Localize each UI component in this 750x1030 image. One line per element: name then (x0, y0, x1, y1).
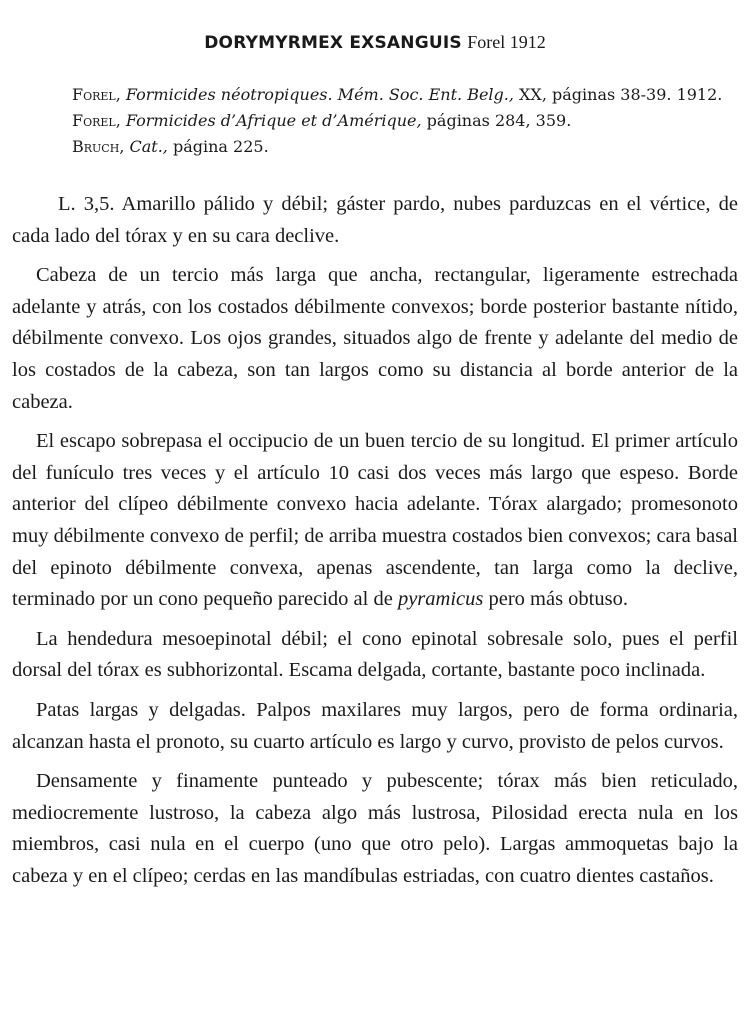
description-body (12, 189, 738, 892)
paragraph-thorax-tail: pero más obtuso. (483, 588, 628, 611)
taxon-name: DORYMYRMEX EXSANGUIS (204, 33, 462, 53)
reference-author: Forel, (72, 85, 121, 104)
reference-detail: página 225. (167, 137, 269, 156)
reference-detail: páginas 284, 359. (421, 111, 572, 130)
reference-list (72, 82, 738, 160)
paragraph-thorax (12, 426, 738, 616)
paragraph-head: Cabeza de un tercio más larga que ancha, rectangular, ligeramente estrechada adelante y atrás, con los costados débilmente convexos; borde posterior bastante nítido, débilmente convexo. Los ojos grandes, situados algo de frente y adelante del medio de los costados de la cabeza, son tan largos como su distancia al borde anterior de la cabeza. (12, 264, 738, 413)
reference-title: Cat., (129, 137, 168, 156)
paragraph-epinotum: La hendedura mesoepinotal débil; el cono epinotal sobresale solo, pues el perfil dorsal del tórax es subhorizontal. Escama delgada, cortante, bastante poco inclinada. (12, 627, 738, 682)
reference-detail: XX, páginas 38-39. 1912. (513, 85, 723, 104)
paragraph-measurement: L. 3,5. Amarillo pálido y débil; gáster pardo, nubes parduzcas en el vértice, de cada lado del tórax y en su cara declive. (12, 193, 738, 247)
reference-title: Formicides néotropiques. Mém. Soc. Ent. Belg., (125, 85, 514, 104)
paragraph-thorax-text: El escapo sobrepasa el occipucio de un buen tercio de su longitud. El primer artículo del funículo tres veces y el artículo 10 casi dos veces más largo que espeso. Borde anterior del clípeo débilmente convexo hacia adelante. Tórax alargado; promesonoto muy débilmente convexo de perfil; de arriba muestra costados bien convexos; cara basal del epinoto débilmente convexa, apenas ascendente, tan larga como la declive, terminado por un cono pequeño parecido al de (12, 430, 738, 611)
reference-title: Formicides d’Afrique et d’Amérique, (125, 111, 422, 130)
document-page (12, 0, 738, 1030)
paragraph-sculpture: Densamente y finamente punteado y pubescente; tórax más bien reticulado, mediocremente lustroso, la cabeza algo más lustrosa, Pilosidad erecta nula en los miembros, casi nula en el cuerpo (uno que otro pelo). Largas ammoquetas bajo la cabeza y en el clípeo; cerdas en las mandíbulas estriadas, con cuatro dientes castaños. (12, 770, 738, 887)
species-reference: pyramicus (397, 588, 484, 611)
paragraph-legs: Patas largas y delgadas. Palpos maxilares muy largos, pero de forma ordinaria, alcanzan hasta el pronoto, su cuarto artículo es largo y curvo, provisto de pelos curvos. (12, 698, 738, 753)
reference-author: Bruch, (72, 137, 125, 156)
taxon-author: Forel 1912 (467, 32, 546, 52)
reference-item (72, 108, 738, 134)
reference-item (72, 82, 738, 108)
reference-author: Forel, (72, 111, 121, 130)
species-heading (12, 30, 738, 55)
reference-item (72, 134, 738, 160)
